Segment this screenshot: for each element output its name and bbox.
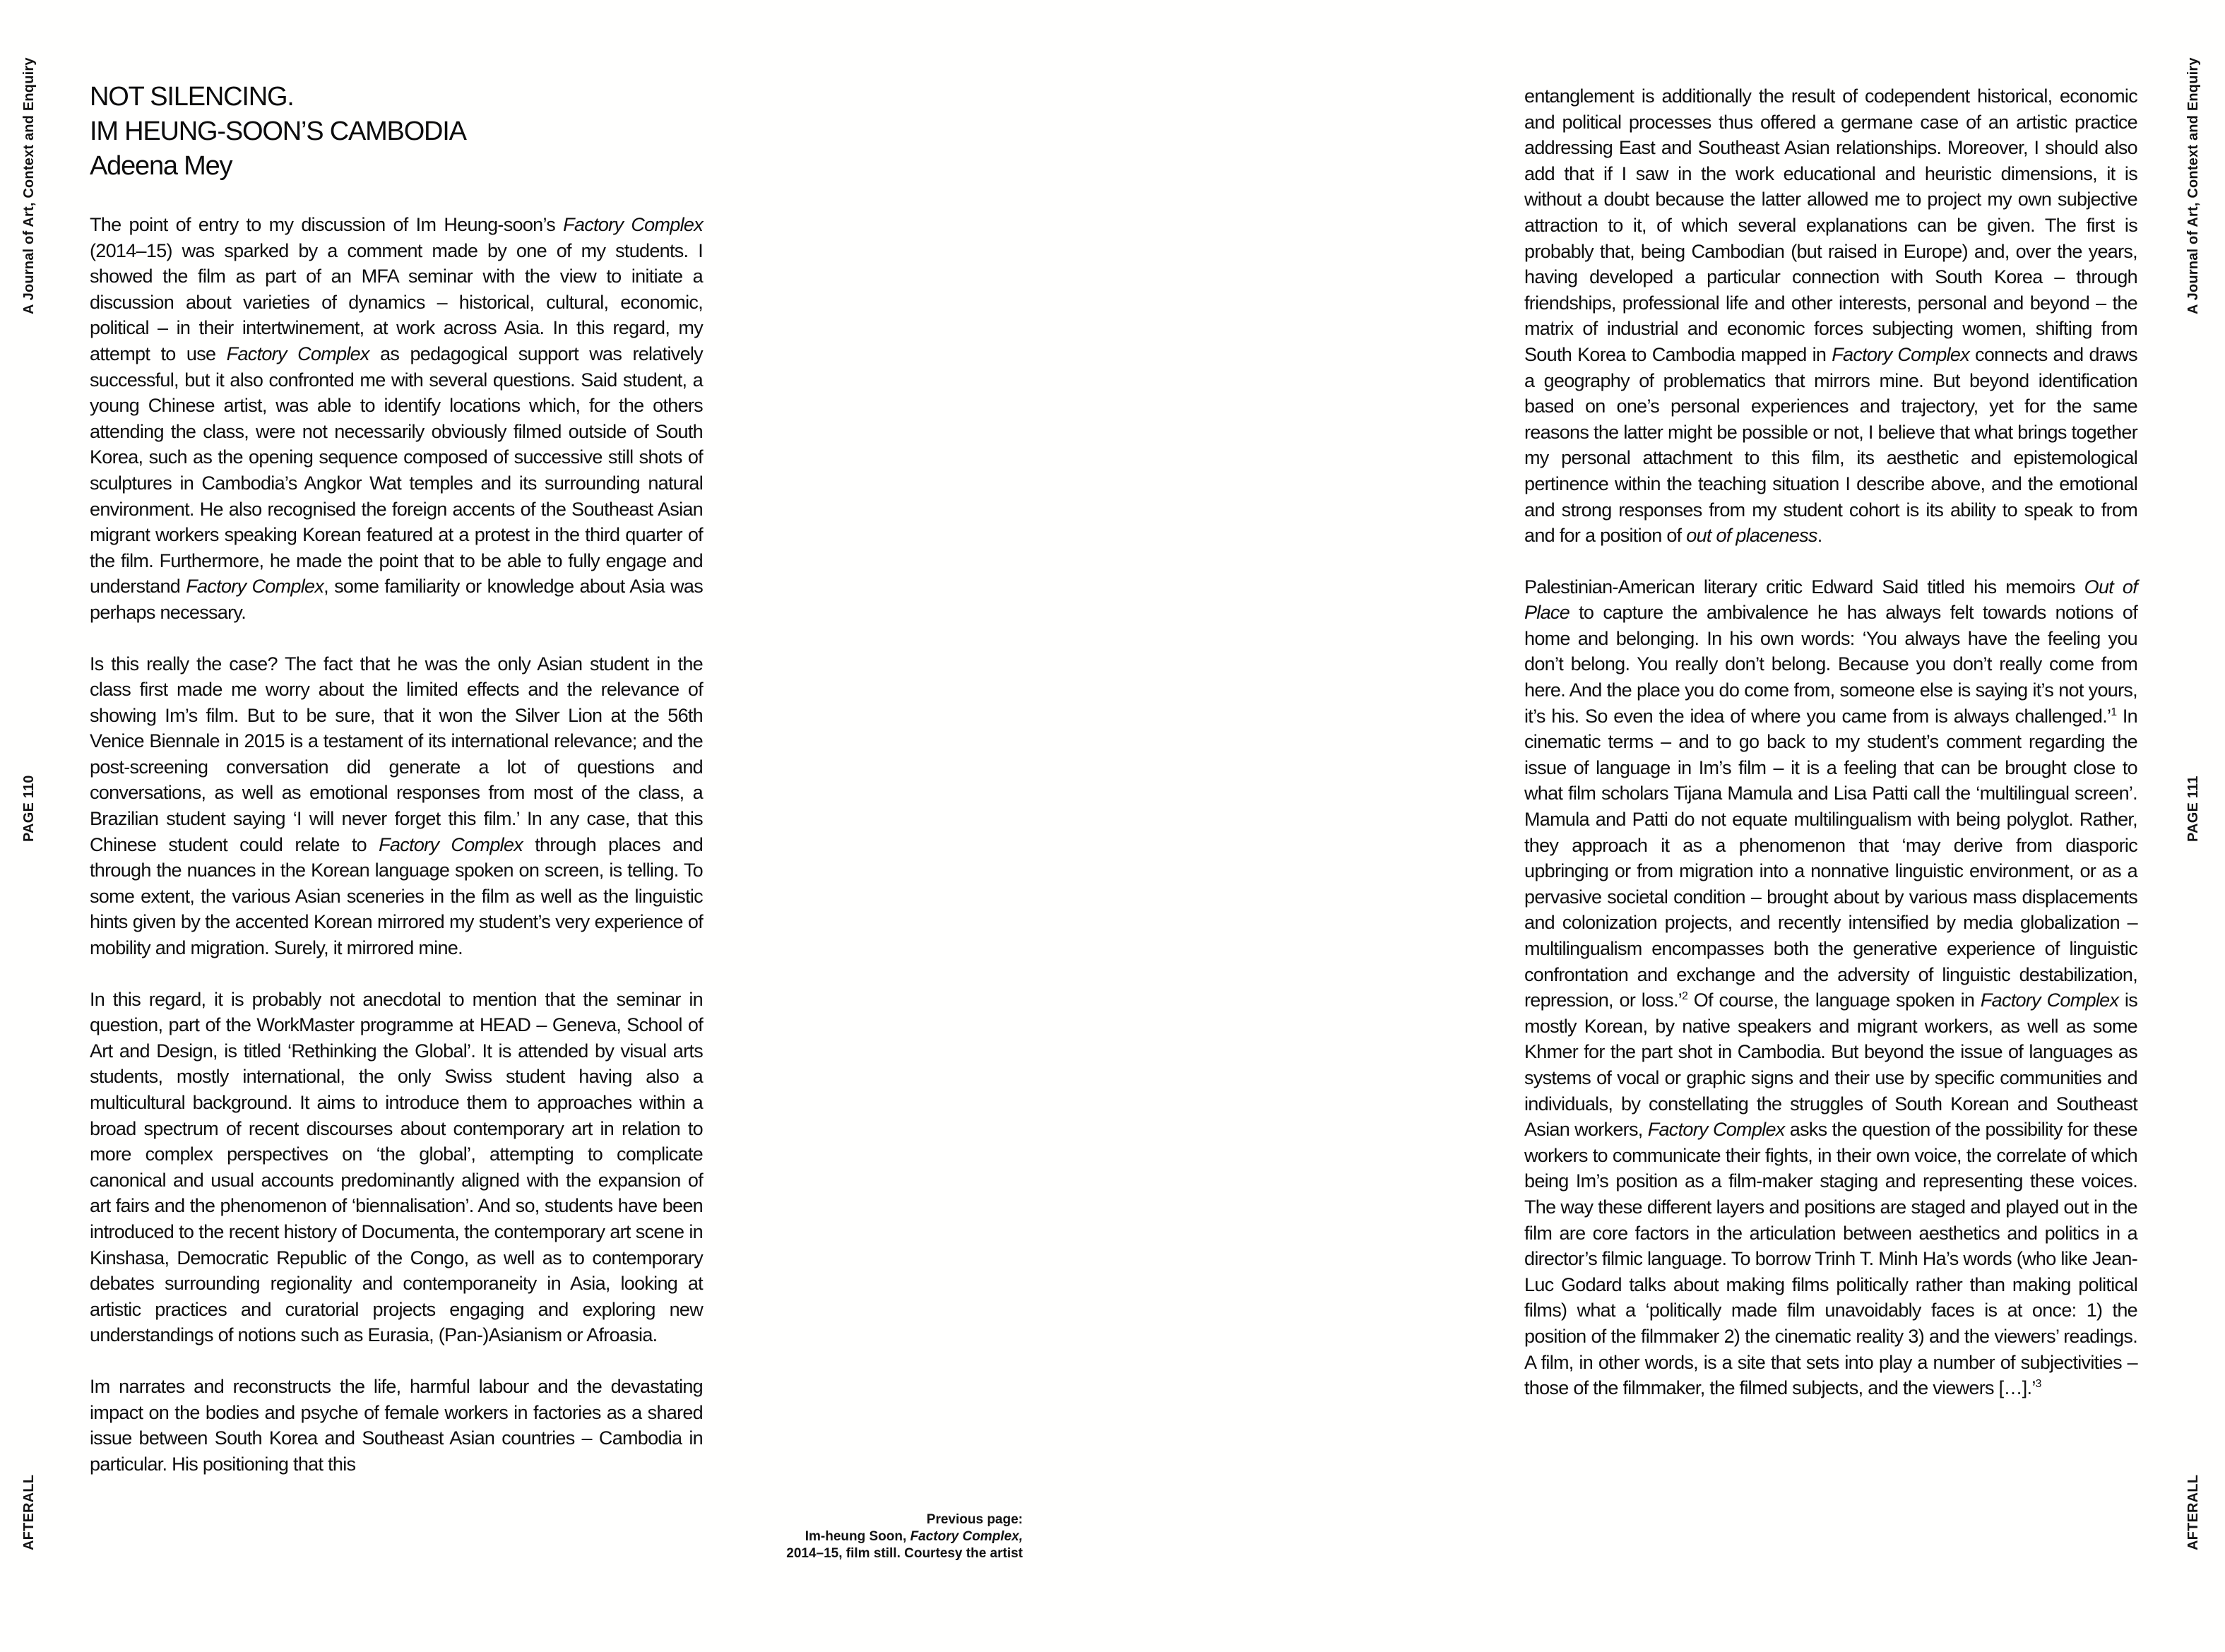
body-paragraph: Palestinian-American literary critic Edward Said titled his memoirs Out of Place to capture the ambivalence he has always felt towards notions of home and belonging. In his own words: ‘You always have the feeling you don’t belong. You really don’t belong. Because you don’t really come from here. And the place you do come from, someone else is saying it’s not yours, it’s his. So even the idea of where you came from is always challenged.’$^1$ In cinematic terms – and to go back to my student’s comment regarding the issue of language in Im’s film – it is a feeling that can be brought close to what film scholars Tijana Mamula and Lisa Patti call the ‘multilingual screen’. Mamula and Patti do not equate multilingualism with being polyglot. Rather, they approach it as a phenomenon that ‘may derive from diasporic upbringing or from migration into a nonnative linguistic environment, or as a pervasive societal condition – brought about by various mass displacements and colonization projects, and recently intensified by media globalization – multilingualism encompasses both the generative experience of linguistic confrontation and exchange and the adversity of linguistic destabilization, repression, or loss.’$^2$ Of course, the language spoken in Factory Complex is mostly Korean, by native speakers and migrant workers, as well as some Khmer for the part shot in Cambodia. But beyond the issue of languages as systems of vocal or graphic signs and their use by specific communities and individuals, by constellating the struggles of South Korean and Southeast Asian workers, Factory Complex asks the question of the possibility for these workers to communicate their fights, in their own voice, the correlate of which being Im’s position as a film-maker staging and representing these voices. The way these different layers and positions are staged and played out in the film are core factors in the articulation between aesthetics and politics in a director’s filmic language. To borrow Trinh T. Minh Ha’s words (who like Jean-Luc Godard talks about making films politically rather than making political films) what a ‘politically made film unavoidably faces is at once: 1) the position of the filmmaker 2) the cinematic reality 3) and the viewers’ readings. A film, in other words, is a site that sets into play a number of subjectivities – those of the filmmaker, the filmed subjects, and the viewers […].’$^3$	[1524, 576, 2137, 1399]
left-text-column	[90, 80, 703, 1477]
body-paragraph: The point of entry to my discussion of Im Heung-soon’s Factory Complex (2014–15) was sparked by a comment made by one of my students. I showed the film as part of an MFA seminar with the view to initiate a discussion about varieties of dynamics – historical, cultural, economic, political – in their intertwinement, at work across Asia. In this regard, my attempt to use Factory Complex as pedagogical support was relatively successful, but it also confronted me with several questions. Said student, a young Chinese artist, was able to identify locations which, for the others attending the class, were not necessarily obviously filmed outside of South Korea, such as the opening sequence composed of successive still shots of sculptures in Cambodia’s Angkor Wat temples and its surrounding natural environment. He also recognised the foreign accents of the Southeast Asian migrant workers speaking Korean featured at a protest in the third quarter of the film. Furthermore, he made the point that to be able to fully engage and understand Factory Complex, some familiarity or knowledge about Asia was perhaps necessary.	[90, 214, 703, 623]
left-margin-journal-subtitle: A Journal of Art, Context and Enquiry	[21, 57, 37, 314]
article-header	[90, 80, 703, 184]
caption-line1: Previous page:	[926, 1512, 1023, 1527]
right-text-column	[1524, 83, 2137, 1401]
article-title-line1: NOT SILENCING.	[90, 82, 294, 112]
caption-line2: Im-heung Soon, Factory Complex,	[805, 1529, 1023, 1544]
right-margin-journal-brand: AFTERALL	[2185, 1474, 2201, 1550]
caption-line3: 2014–15, film still. Courtesy the artist	[786, 1546, 1023, 1561]
article-title-line2: IM HEUNG-SOON’S CAMBODIA	[90, 117, 466, 146]
article-author: Adeena Mey	[90, 151, 232, 181]
left-margin-page-number: PAGE 110	[21, 775, 37, 842]
left-margin-journal-brand: AFTERALL	[21, 1474, 37, 1550]
image-caption	[712, 1511, 1023, 1562]
body-paragraph: Im narrates and reconstructs the life, harmful labour and the devastating impact on the bodies and psyche of female workers in factories as a shared issue between South Korea and Southeast Asian countries – Cambodia in particular. His positioning that this	[90, 1375, 703, 1475]
right-margin-page-number: PAGE 111	[2185, 776, 2201, 842]
right-margin-journal-subtitle: A Journal of Art, Context and Enquiry	[2185, 57, 2201, 314]
body-paragraph: entanglement is additionally the result of codependent historical, economic and political processes thus offered a germane case of an artistic practice addressing East and Southeast Asian relationships. Moreover, I should also add that if I saw in the work educational and heuristic dimensions, it is without a doubt because the latter allowed me to project my own subjective attraction to it, of which several explanations can be given. The first is probably that, being Cambodian (but raised in Europe) and, over the years, having developed a particular connection with South Korea – through friendships, professional life and other interests, personal and beyond – the matrix of industrial and economic forces subjecting women, shifting from South Korea to Cambodia mapped in Factory Complex connects and draws a geography of problematics that mirrors mine. But beyond identification based on one’s personal experiences and trajectory, yet for the same reasons the latter might be possible or not, I believe that what brings together my personal attachment to this film, its aesthetic and epistemological pertinence within the teaching situation I describe above, and the emotional and strong responses from my student cohort is its ability to speak to from and for a position of out of placeness.	[1524, 85, 2137, 547]
body-paragraph: In this regard, it is probably not anecdotal to mention that the seminar in question, part of the WorkMaster programme at HEAD – Geneva, School of Art and Design, is titled ‘Rethinking the Global’. It is attended by visual arts students, mostly international, the only Swiss student having also a multicultural background. It aims to introduce them to approaches within a broad spectrum of recent discourses about contemporary art in relation to more complex perspectives on ‘the global’, attempting to complicate canonical and usual accounts predominantly aligned with the expansion of art fairs and the phenomenon of ‘biennalisation’. And so, students have been introduced to the recent history of Documenta, the contemporary art scene in Kinshasa, Democratic Republic of the Congo, as well as to contemporary debates surrounding regionality and contemporaneity in Asia, looking at artistic practices and curatorial projects engaging and exploring new understandings of notions such as Eurasia, (Pan-)Asianism or Afroasia.	[90, 988, 703, 1346]
body-paragraph: Is this really the case? The fact that he was the only Asian student in the class first made me worry about the limited effects and the relevance of showing Im’s film. But to be sure, that it won the Silver Lion at the 56th Venice Biennale in 2015 is a testament of its international relevance; and the post-screening conversation did generate a lot of questions and conversations, as well as emotional responses from most of the class, a Brazilian student saying ‘I will never forget this film.’ In any case, that this Chinese student could relate to Factory Complex through places and through the nuances in the Korean language spoken on screen, is telling. To some extent, the various Asian sceneries in the film as well as the linguistic hints given by the accented Korean mirrored my student’s very experience of mobility and migration. Surely, it mirrored mine.	[90, 653, 704, 959]
